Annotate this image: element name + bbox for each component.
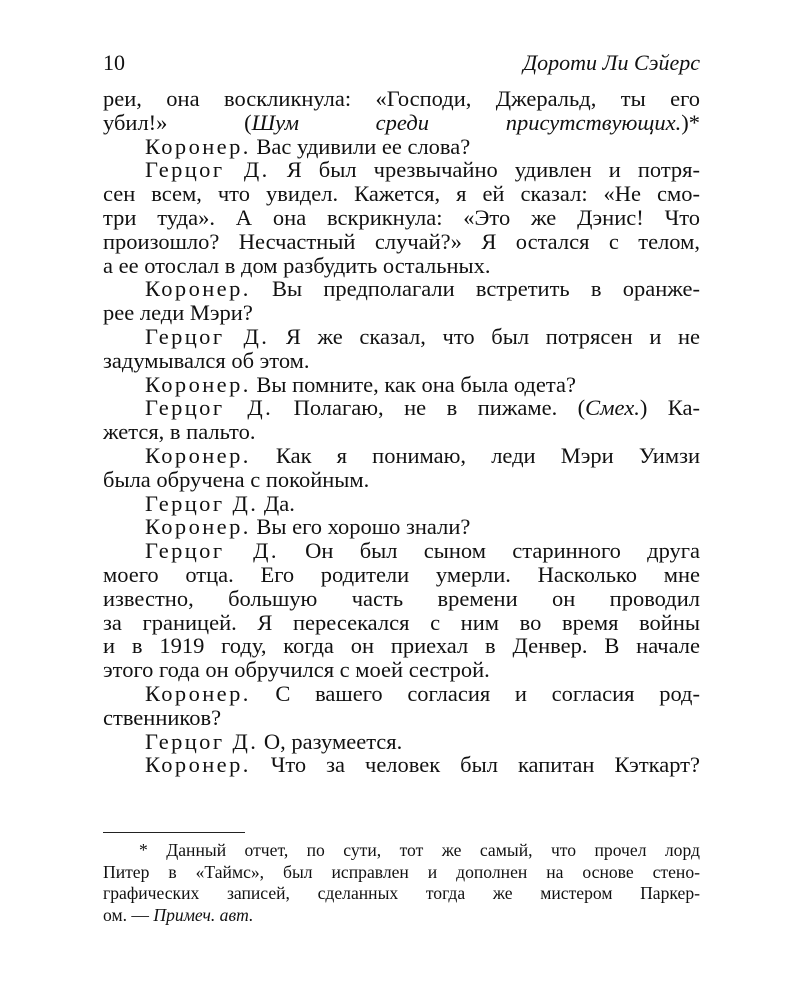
text-line: моего отца. Его родители умерли. Насколько мне [103,561,700,587]
dialogue-line: Коронер. С вашего согласия и согласия род- [145,680,700,706]
speaker-coroner: Коронер. [145,371,251,397]
page-number: 10 [103,50,125,75]
text-line: три туда». А она вскрикнула: «Это же Дэнис! Что [103,204,700,230]
footnote-rule [103,832,245,833]
speaker-duke: Герцог Д. [145,395,274,421]
speaker-coroner: Коронер. [145,752,251,778]
dialogue-line: Герцог Д. Я был чрезвычайно удивлен и потря- [145,157,701,183]
text-line: реи, она воскликнула: «Господи, Джеральд, ты его [103,86,700,111]
text-line: а ее отослал в дом разбудить остальных. [103,252,491,278]
dialogue-line: Коронер. Вас удивили ее слова? [145,133,471,159]
body-text [103,87,700,777]
dialogue-line: Коронер. Вы помните, как она была одета? [145,371,576,397]
text-line: за границей. Я пересекался с ним во время войны [103,609,700,635]
stage-direction: Смех. [585,395,640,421]
stage-direction: Шум среди присутствующих. [251,109,682,135]
footnote-line: ом. — Примеч. авт. [103,904,254,925]
dialogue-line: Коронер. Как я понимаю, леди Мэри Уимзи [145,442,701,468]
footnote-line: * Данный отчет, по сути, тот же самый, что прочел лорд [139,840,700,860]
text-line: произошло? Несчастный случай?» Я остался с телом, [103,228,700,254]
footnote [103,840,700,926]
footnote-line: графических записей, сделанных тогда же мистером Паркер- [103,883,700,904]
dialogue-line: Герцог Д. Он был сыном старинного друга [145,538,700,564]
footnote-attribution: Примеч. авт. [153,904,254,925]
dialogue-line: Герцог Д. Да. [145,490,295,516]
speaker-duke: Герцог Д. [145,323,270,349]
speaker-coroner: Коронер. [145,442,251,468]
footnote-line: Питер в «Таймс», был исправлен и дополнен на основе стено- [103,861,700,882]
dialogue-line: Коронер. Что за человек был капитан Кэткарт? [145,752,701,778]
speaker-duke: Герцог Д. [145,538,279,564]
text-line: была обручена с покойным. [103,466,370,492]
text-line: ственников? [103,704,222,730]
dialogue-line: Герцог Д. О, разумеется. [145,728,403,754]
dialogue-line: Герцог Д. Я же сказал, что был потрясен и не [145,323,701,349]
text-line: рее леди Мэри? [103,300,253,326]
dialogue-line: Коронер. Вы его хорошо знали? [145,514,471,540]
speaker-coroner: Коронер. [145,680,251,706]
running-head: Дороти Ли Сэйерс [523,50,700,75]
text-line: задумывался об этом. [103,347,310,373]
dialogue-line: Коронер. Вы предполагали встретить в оранже- [145,276,700,302]
dialogue-line: Герцог Д. Полагаю, не в пижаме. (Смех.) Ка- [145,395,701,421]
speaker-duke: Герцог Д. [145,490,259,516]
text-line: и в 1919 году, когда он приехал в Денвер. В начале [103,633,700,659]
speaker-duke: Герцог Д. [145,157,270,183]
text-line: этого года он обручился с моей сестрой. [103,657,490,683]
speaker-duke: Герцог Д. [145,728,259,754]
speaker-coroner: Коронер. [145,276,251,302]
text-line: известно, большую часть времени он проводил [103,585,700,611]
speaker-coroner: Коронер. [145,133,251,159]
text-line: сен всем, что увидел. Кажется, я ей сказал: «Не смо- [103,181,700,207]
text-line: жется, в пальто. [103,419,256,445]
speaker-coroner: Коронер. [145,514,251,540]
text-line: убил!» (Шум среди присутствующих.)* [103,109,700,135]
